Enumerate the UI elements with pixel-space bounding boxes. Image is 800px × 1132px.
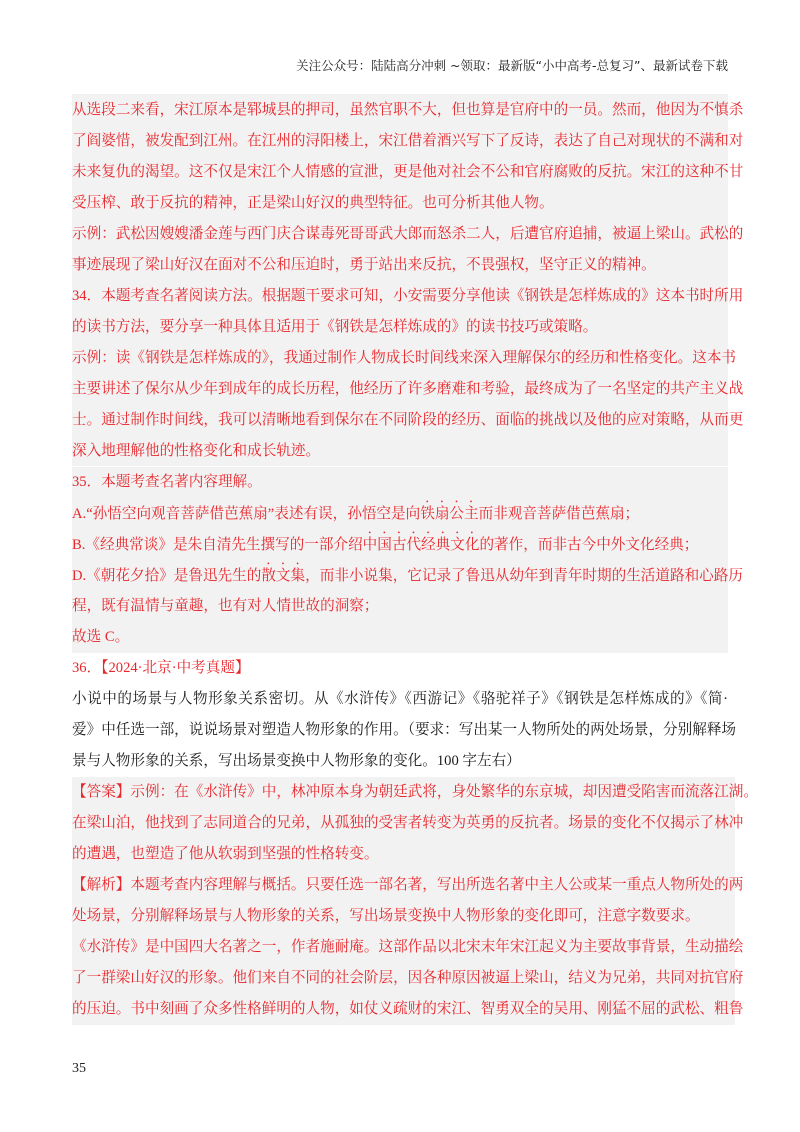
text-line: 爱》中任选一部，说说场景对塑造人物形象的作用。（要求：写出某一人物所处的两处场景，分别解释场 [72, 722, 737, 738]
text-line: 34．本题考查名著阅读方法。根据题干要求可知，小安需要分享他读《钢铁是怎样炼成的》这本书时所用 [72, 288, 744, 304]
text-line: 了阎婆惜，被发配到江州。在江州的浔阳楼上，宋江借着酒兴写下了反诗，表达了自己对现状的不满和对 [72, 133, 744, 149]
text-segment: ，而非小说集，它记录了鲁迅从幼年到青年时期的生活道路和心路历 [305, 568, 743, 584]
text-line: 士。通过制作时间线，我可以清晰地看到保尔在不同阶段的经历、面临的挑战以及他的应对策略，从而更 [72, 412, 744, 428]
text-line: 示例：武松因嫂嫂潘金莲与西门庆合谋毒死哥哥武大郎而怒杀二人，后遭官府追捕，被逼上梁山。武松的 [72, 226, 744, 242]
text-line: 36．【2024·北京·中考真题】 [72, 660, 250, 676]
text-line: 的读书方法，要分享一种具体且适用于《钢铁是怎样炼成的》的读书技巧或策略。 [72, 319, 598, 335]
text-line: 程，既有温情与童趣，也有对人情世故的洞察； [72, 598, 379, 614]
emphasized-text: 铁扇公主 [420, 506, 479, 522]
emphasized-text: 散文集 [261, 568, 306, 584]
text-segment: A.“孙悟空向观音菩萨借芭蕉扇”表述有误，孙悟空是向 [72, 506, 421, 522]
text-line [72, 529, 698, 560]
page-number: 35 [72, 1061, 86, 1076]
text-line: 【答案】示例：在《水浒传》中，林冲原本身为朝廷武将，身处繁华的东京城，却因遭受陷害而流落江湖。 [72, 784, 758, 800]
text-line: 事迹展现了梁山好汉在面对不公和压迫时，勇于站出来反抗，不畏强权，坚守正义的精神。 [72, 257, 656, 273]
text-segment: D.《朝花夕拾》是鲁迅先生的 [72, 568, 262, 584]
text-line: 主要讲述了保尔从少年到成年的成长历程，他经历了许多磨难和考验，最终成为了一名坚定的共产主义战 [72, 381, 744, 397]
text-line: 【解析】本题考查内容理解与概括。只要任选一部名著，写出所选名著中主人公或某一重点人物所处的两 [72, 877, 744, 893]
text-line: 未来复仇的渴望。这不仅是宋江个人情感的宣泄，更是他对社会不公和官府腐败的反抗。宋江的这种不甘 [72, 164, 744, 180]
text-line: 受压榨、敢于反抗的精神，正是梁山好汉的典型特征。也可分析其他人物。 [72, 195, 554, 211]
text-line: 的压迫。书中刻画了众多性格鲜明的人物，如仗义疏财的宋江、智勇双全的吴用、刚猛不屈的武松、粗鲁 [72, 1001, 744, 1017]
text-line: 处场景，分别解释场景与人物形象的关系，写出场景变换中人物形象的变化即可，注意字数要求。 [72, 908, 700, 924]
text-segment: 而非观音菩萨借芭蕉扇； [478, 506, 640, 522]
text-line: 景与人物形象的关系，写出场景变换中人物形象的变化。100 字左右） [72, 753, 521, 769]
emphasized-text: 中国古代经典文化 [362, 537, 480, 553]
text-line: 深入地理解他的性格变化和成长轨迹。 [72, 443, 321, 459]
text-line: 的遭遇，也塑造了他从软弱到坚强的性格转变。 [72, 846, 379, 862]
text-line: 从选段二来看，宋江原本是郓城县的押司，虽然官职不大，但也算是官府中的一员。然而，他因为不慎杀 [72, 102, 744, 118]
text-line: 小说中的场景与人物形象关系密切。从《水浒传》《西游记》《骆驼祥子》《钢铁是怎样炼成的》《简· [72, 691, 728, 707]
text-line: 了一群梁山好汉的形象。他们来自不同的社会阶层，因各种原因被逼上梁山，结义为兄弟，共同对抗官府 [72, 970, 744, 986]
text-line [72, 498, 639, 529]
text-line: 故选 C。 [72, 629, 130, 645]
text-segment: B.《经典常谈》是朱自清先生撰写的一部介绍 [72, 537, 363, 553]
text-line: 《水浒传》是中国四大名著之一，作者施耐庵。这部作品以北宋末年宋江起义为主要故事背景，生动描绘 [72, 939, 744, 955]
text-line [72, 560, 743, 591]
text-segment: 的著作，而非古今中外文化经典； [479, 537, 699, 553]
text-line: 35．本题考查名著内容理解。 [72, 474, 262, 490]
page-header: 关注公众号：陆陆高分冲刺 ~领取：最新版“小中高考-总复习”、最新试卷下载 [296, 58, 728, 73]
text-line: 在梁山泊，他找到了志同道合的兄弟，从孤独的受害者转变为英勇的反抗者。场景的变化不仅揭示了林冲 [72, 815, 744, 831]
text-line: 示例：读《钢铁是怎样炼成的》，我通过制作人物成长时间线来深入理解保尔的经历和性格变化。这本书 [72, 350, 737, 366]
